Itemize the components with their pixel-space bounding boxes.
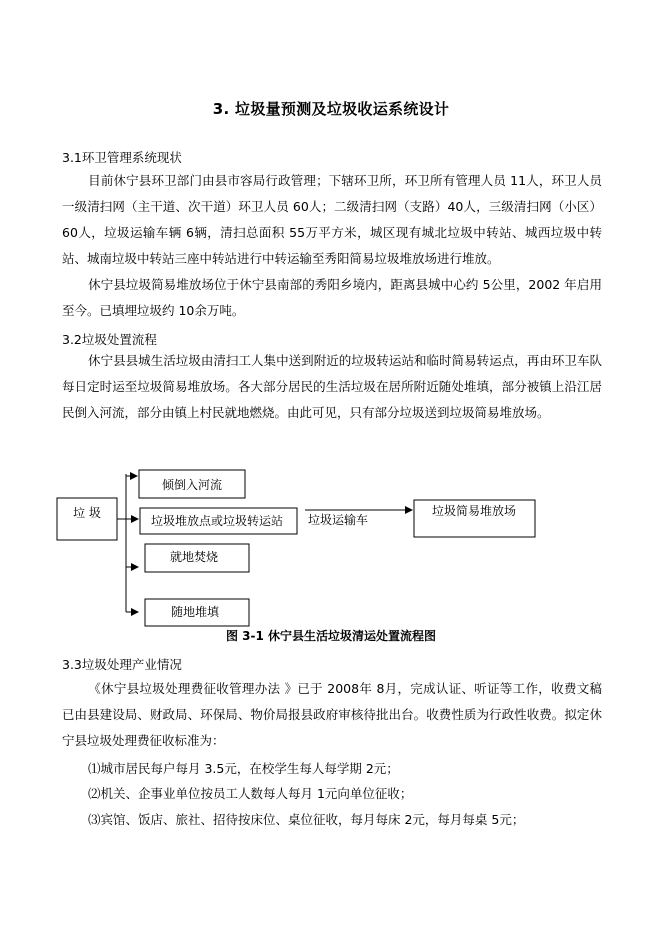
figure-caption: 图 3-1 休宁县生活垃圾清运处置流程图: [225, 629, 437, 643]
section-3-1-paragraph-2-text: 休宁县垃圾简易堆放场位于休宁县南部的秀阳乡境内，距离县城中心约 5公里，2002 年启用至今。已填埋垃圾约 10余万吨。: [62, 277, 602, 318]
section-3-2-paragraph-1-text: 休宁县县城生活垃圾由清扫工人集中送到附近的垃圾转运站和临时简易转运点，再由环卫车队每日定时运至垃圾简易堆放场。各大部分居民的生活垃圾在居所附近随处堆填，部分被镇上沿江居民倒入河流，部分由镇上村民就地燃烧。由此可见，只有部分垃圾送到垃圾简易堆放场。: [62, 353, 602, 420]
branch-box-2-label: 垃圾堆放点或垃圾转运站: [151, 514, 284, 528]
section-3-2-heading: 3.2垃圾处置流程: [62, 332, 157, 347]
page-title: 3. 垃圾量预测及垃圾收运系统设计: [212, 100, 450, 118]
transport-arrow-label: 垃圾运输车: [308, 513, 369, 527]
fee-item-1: ⑴城市居民每户每月 3.5元，在校学生每人每学期 2元；: [88, 761, 399, 776]
branch-box-1-label: 倾倒入河流: [162, 478, 223, 492]
section-3-1-heading: 3.1环卫管理系统现状: [62, 150, 182, 165]
fee-item-2: ⑵机关、企事业单位按员工人数每人每月 1元向单位征收；: [88, 786, 413, 801]
target-box-label: 垃圾简易堆放场: [432, 504, 517, 518]
fee-item-3: ⑶宾馆、饭店、旅社、招待按床位、桌位征收，每月每床 2元，每月每桌 5元；: [88, 812, 525, 827]
branch-box-3-label: 就地焚烧: [170, 550, 219, 564]
section-3-1-paragraph-1-text: 目前休宁县环卫部门由县市容局行政管理；下辖环卫所，环卫所有管理人员 11人，环卫人员一级清扫网（主干道、次干道）环卫人员 60人；二级清扫网（支路）40人，三级清扫网（小区）60人，垃圾运输车辆 6辆，清扫总面积 55万平方米，城区现有城北垃圾中转站、城西垃圾中转站、城南垃圾中转站三座中转站进行中转运输至秀阳简易垃圾堆放场进行堆放。: [62, 173, 602, 266]
section-3-3-paragraph-1: [62, 676, 602, 754]
source-box-label: 垃 圾: [73, 506, 101, 520]
section-3-3-paragraph-1-text: 《休宁县垃圾处理费征收管理办法 》已于 2008年 8月，完成认证、听证等工作，收费文稿已由县建设局、财政局、环保局、物价局报县政府审核待批出台。收费性质为行政性收费。拟定休宁县垃圾处理费征收标准为：: [62, 681, 602, 748]
section-3-3-heading: 3.3垃圾处理产业情况: [62, 657, 182, 672]
branch-box-4-label: 随地堆填: [171, 605, 220, 619]
